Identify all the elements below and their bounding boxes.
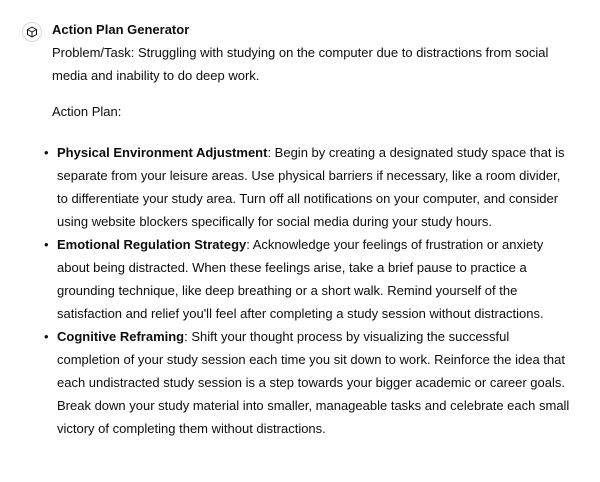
list-item: [44, 233, 572, 325]
item-title: Physical Environment Adjustment: [57, 145, 268, 160]
list-item: [44, 141, 572, 233]
message-content: [44, 20, 572, 440]
item-text: : Acknowledge your feelings of frustration or anxiety about being distracted. When these feelings arise, take a brief pause to practice a grounding technique, like deep breathing or a short walk. Remind yourself of the satisfaction and relief you'll feel after completing a study session without distractions.: [57, 237, 544, 321]
cube-icon: [26, 26, 38, 38]
bullet-icon: •: [44, 145, 49, 160]
list-item: [44, 325, 572, 440]
item-text: : Shift your thought process by visualizing the successful completion of your study session each time you sit down to work. Reinforce the idea that each undistracted study session is a step towards your bigger academic or career goals. Break down your study material into smaller, manageable tasks and celebrate each small victory of completing them without distractions.: [57, 329, 570, 436]
problem-statement: Problem/Task: Struggling with studying on the computer due to distractions from social media and inability to do deep work.: [52, 45, 549, 83]
item-title: Emotional Regulation Strategy: [57, 237, 247, 252]
plan-heading: Action Plan:: [52, 104, 122, 119]
action-plan-list: [44, 141, 572, 440]
item-title: Cognitive Reframing: [57, 329, 185, 344]
bullet-icon: •: [44, 329, 49, 344]
sender-name: Action Plan Generator: [52, 22, 190, 37]
item-text: : Begin by creating a designated study space that is separate from your leisure areas. Use physical barriers if necessary, like a room divider, to differentiate your study area. Turn off all notifications on your computer, and consider using website blockers specifically for social media during your study hours.: [57, 145, 565, 229]
bullet-icon: •: [44, 237, 49, 252]
assistant-avatar: [22, 22, 42, 42]
